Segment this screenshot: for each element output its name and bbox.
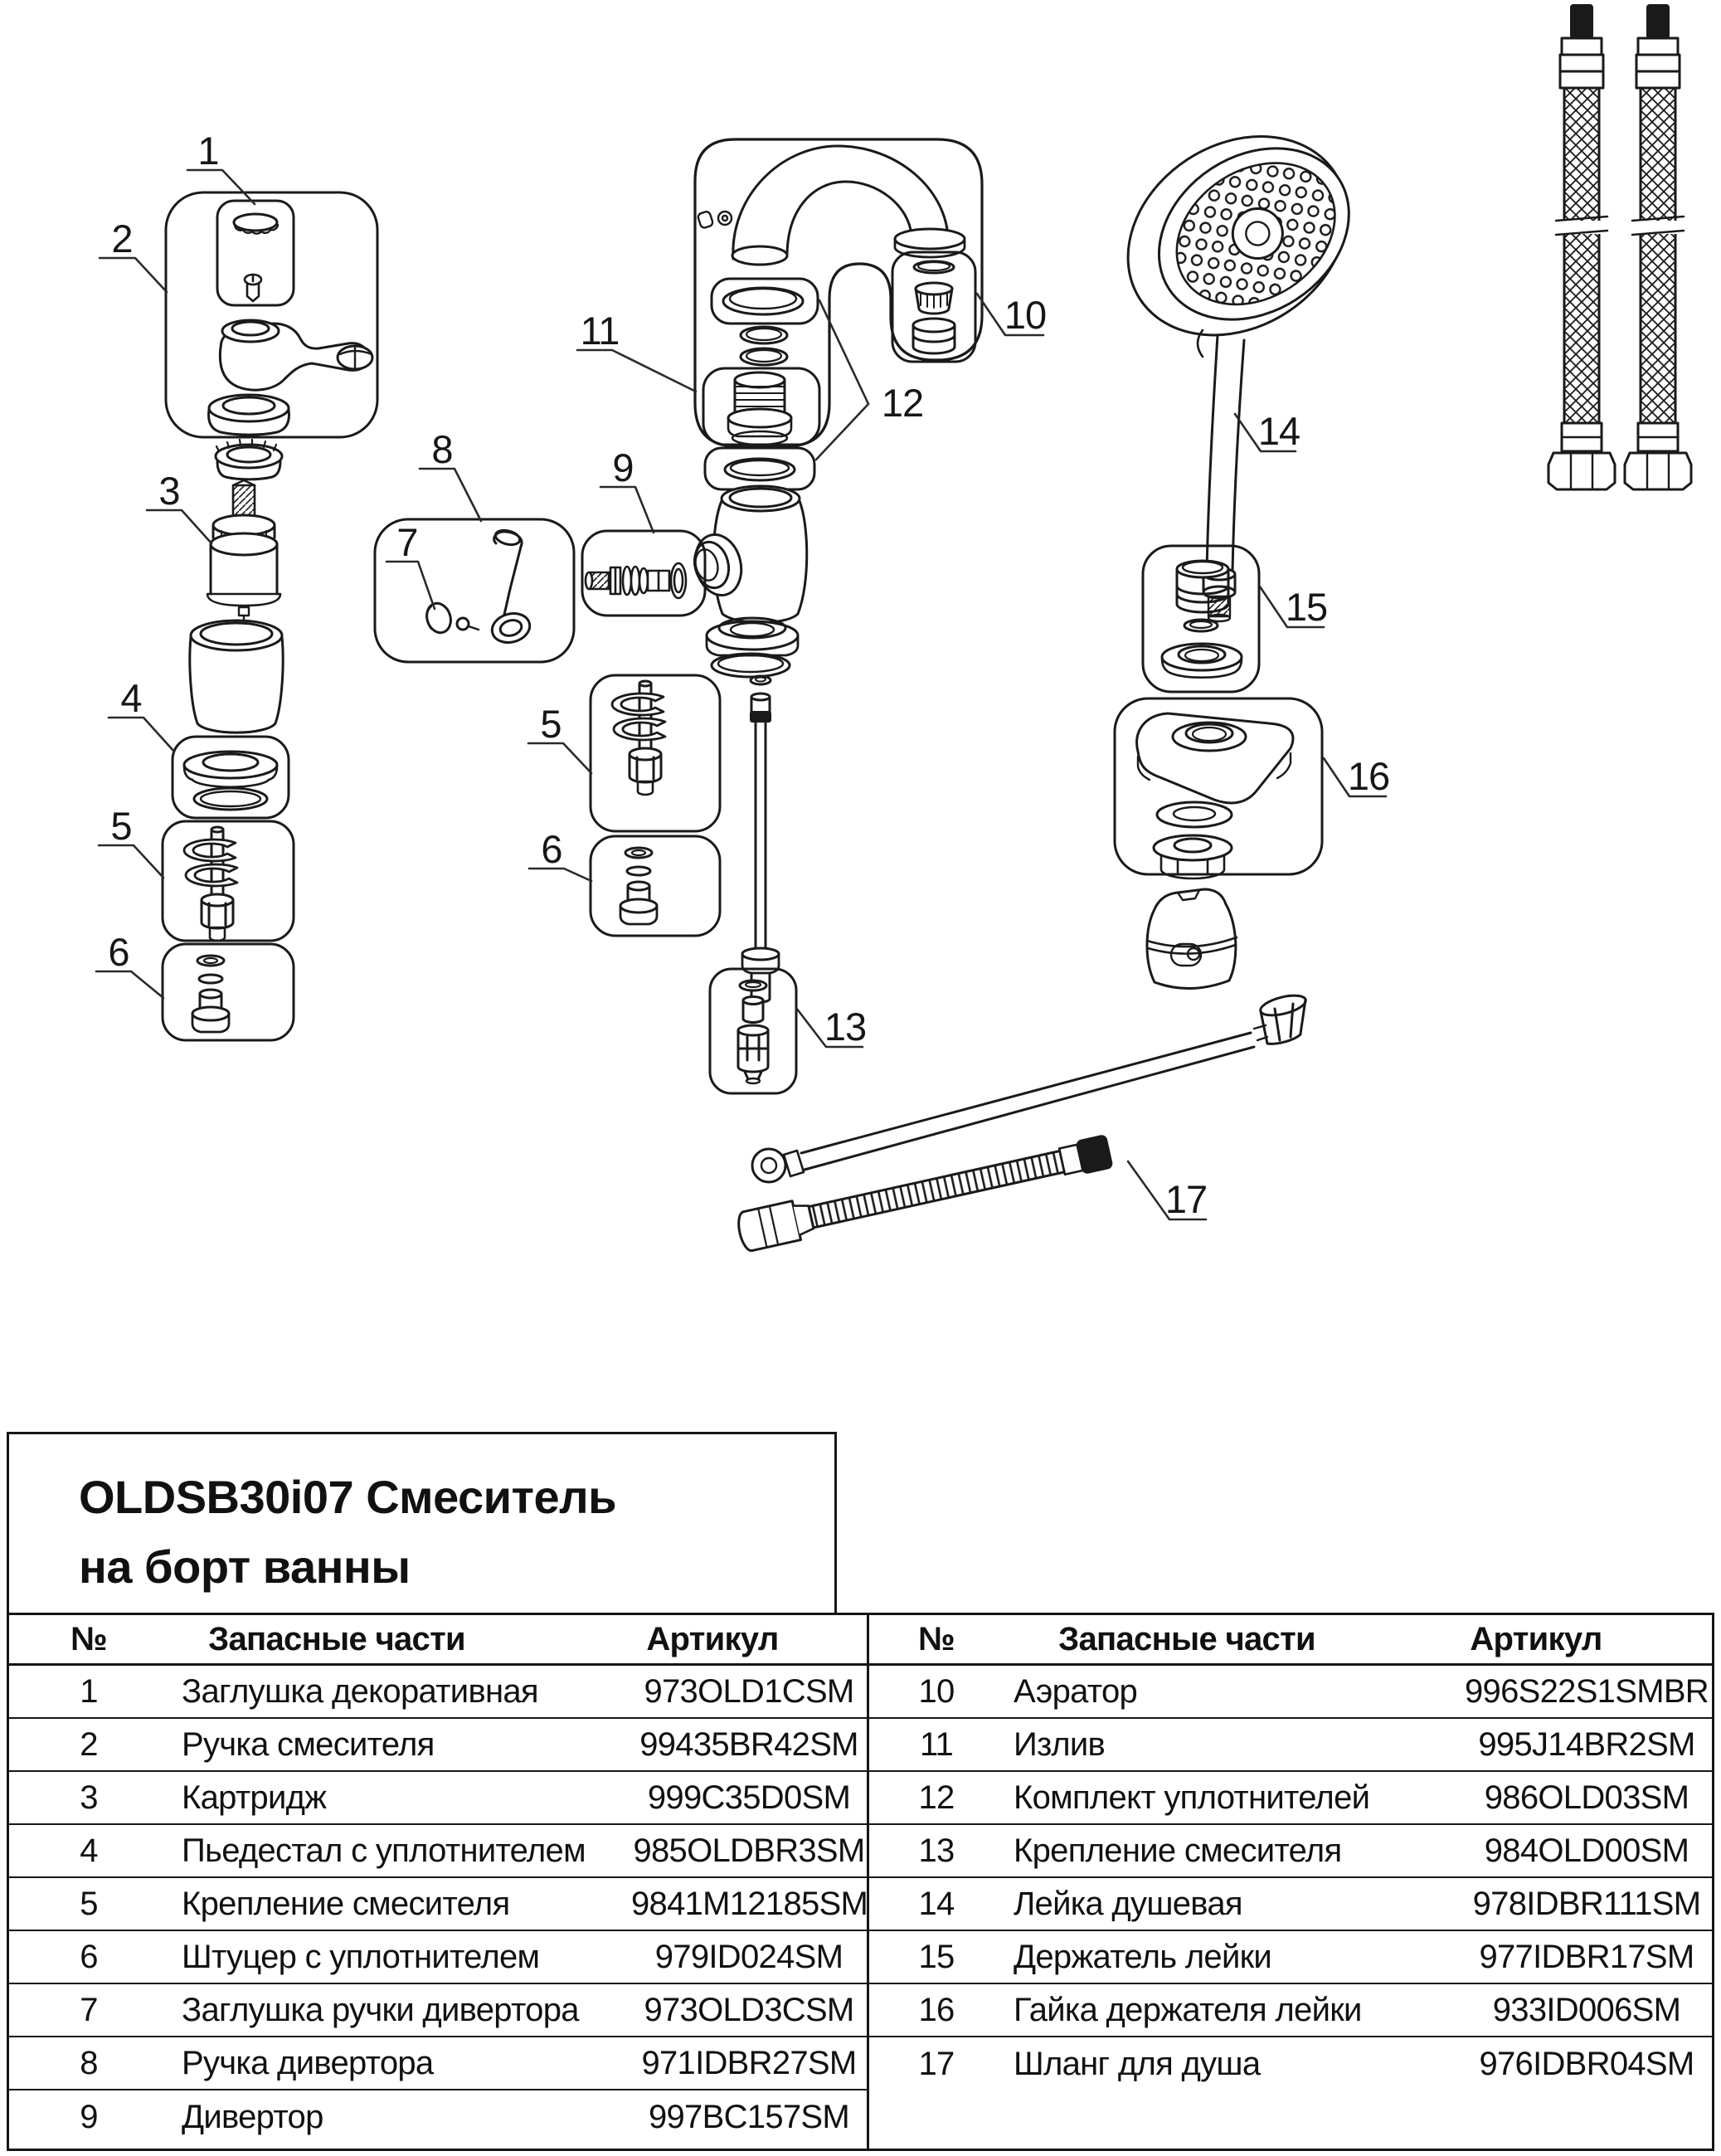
leader-4 [109,718,174,752]
pedestal-seal-group [173,737,289,818]
mixer-mount-parts [184,827,237,941]
callout-7: 7 [396,520,418,564]
leader-6-left [96,971,163,998]
callout-5-left: 5 [110,804,132,848]
table-row: 8 Ручка дивертора 971IDBR27SM [9,2037,867,2090]
table-row: 14 Лейка душевая 978IDBR111SM [869,1878,1712,1931]
mixer-handle-part [220,320,372,390]
callout-12: 12 [881,381,924,425]
table-row: 6 Штуцер с уплотнителем 979ID024SM [9,1931,867,1984]
decorative-cap-part [234,214,278,234]
diverter-group [582,531,705,616]
callout-11: 11 [580,309,620,353]
table-row: 2 Ручка смесителя 99435BR42SM [9,1719,867,1772]
mixer-fastening-group [710,969,796,1093]
table-row: 11 Излив 995J14BR2SM [869,1719,1712,1772]
leader-9 [600,487,654,533]
mount-stud-part [742,676,779,1002]
supply-hose-nut [1254,992,1308,1044]
diverter-handle-part [489,528,532,647]
table-row: 13 Крепление смесителя 984OLD00SM [869,1825,1712,1878]
table-row: 1 Заглушка декоративная 973OLD1CSM [9,1666,867,1719]
table-row: 9 Дивертор 997BC157SM [80,2098,850,2135]
table-row: 17 Шланг для душа 976IDBR04SM [918,2045,1694,2082]
header-parts: Запасные части [1058,1620,1315,1657]
table-row: 5 Крепление смесителя 9841M12185SM [9,1878,867,1931]
diverter-cap-part [423,601,455,636]
seal-ring-top-group [712,279,818,365]
callout-1: 1 [197,129,219,173]
table-row: 10 Аэратор 996S22S1SMBR [869,1666,1712,1719]
spout-part [698,146,965,265]
callout-4: 4 [120,676,142,720]
shower-hose-part [736,1132,1114,1253]
header-sku: Артикул [646,1620,779,1657]
callout-box-12b [705,448,814,489]
handle-base-ring-part [209,395,289,435]
product-title-box [7,1432,837,1615]
table-row: 7 Заглушка ручки дивертора 973OLD3CSM [9,1984,867,2037]
shower-head-part [1091,96,1385,621]
table-row: 12 Комплект уплотнителей 986OLD03SM [869,1772,1712,1825]
holder-nut-group [1115,698,1322,878]
cartridge-part [207,480,280,621]
leader-12b [816,404,868,460]
handle-group [166,192,377,437]
leader-5-mid [528,743,591,773]
table-header [9,1615,867,1666]
callout-17: 17 [1164,1177,1208,1221]
faucet-body-part [689,486,807,677]
pedestal-cup-part [190,621,283,732]
table-row: 16 Гайка держателя лейки 933ID006SM [869,1984,1712,2037]
seal-ring-bottom-group [705,448,814,489]
handle-screw-part [245,275,261,301]
callout-8: 8 [431,427,453,471]
callout-13: 13 [824,1005,867,1049]
leader-12a [819,300,868,404]
leader-3 [147,510,211,543]
callout-16: 16 [1347,754,1390,798]
callout-10: 10 [1004,293,1047,337]
header-num: № [70,1620,107,1657]
table-row: 4 Пьедестал с уплотнителем 985OLDBR3SM [9,1825,867,1878]
product-title-line2: на борт ванны [79,1540,411,1593]
callout-15: 15 [1285,585,1328,629]
leader-2 [100,258,167,292]
diverter-pin [457,618,469,630]
flex-hose-part-1 [1548,5,1615,489]
callout-6-left: 6 [108,930,129,974]
escutcheon-plate [1137,713,1293,803]
callout-3: 3 [158,469,180,513]
header-sku: Артикул [1470,1620,1602,1657]
table-header [869,1615,1712,1666]
leader-8 [420,469,481,521]
flex-hose-part-2 [1625,5,1691,489]
diverter-part [586,563,686,598]
table-row: 15 Держатель лейки 977IDBR17SM [869,1931,1712,1984]
parts-table [7,1613,1714,2151]
table-row: 3 Картридж 999C35D0SM [9,1772,867,1825]
leader-7 [386,562,435,609]
callout-2: 2 [111,217,133,260]
leader-1 [187,170,255,204]
leader-11 [577,350,696,392]
spout-tenon-group [703,368,819,445]
product-title-line1: OLDSB30i07 Смеситель [79,1471,617,1523]
leader-5-left [99,845,163,878]
parts-table-right [869,1615,1712,2149]
parts-table-left [9,1615,869,2149]
header-num: № [918,1620,955,1657]
holder-flange-nut [1154,835,1232,878]
fitting-parts [192,956,229,1032]
callout-9: 9 [612,445,634,489]
callout-5-mid: 5 [540,702,562,746]
callout-14: 14 [1257,409,1300,453]
spline-ring-part [216,440,282,479]
header-parts: Запасные части [208,1620,465,1657]
aerator-group [892,252,975,362]
hose-connector-part [1147,889,1237,989]
shower-holder-group [1143,546,1259,692]
callout-6-mid: 6 [541,827,562,871]
